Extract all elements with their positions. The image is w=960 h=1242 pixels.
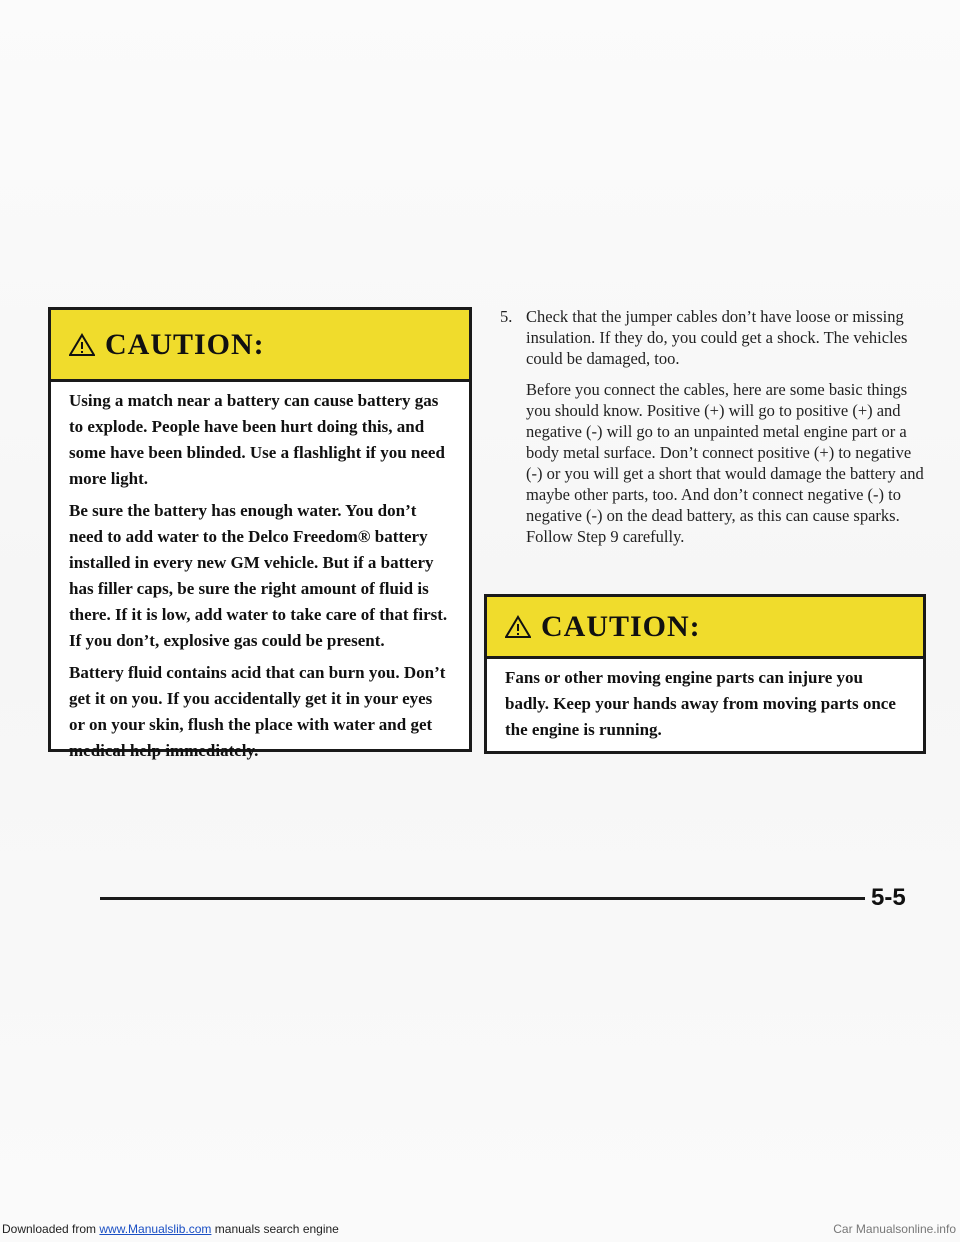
caution-header (487, 597, 923, 659)
step-note: Before you connect the cables, here are some basic things you should know. Positive (+) will go to positive (+) and negative (-) will go to an unpainted metal engine part or a body metal surface. Don’t connect positive (+) to negative (-) or you will get a short that would damage the battery and maybe other parts, too. And don’t connect negative (-) to negative (-) on the dead battery, as this can cause sparks. Follow Step 9 carefully. (526, 380, 924, 546)
footer-rule (100, 897, 865, 900)
caution-paragraph: Fans or other moving engine parts can injure you badly. Keep your hands away from moving parts once the engine is running. (505, 668, 896, 739)
footer-prefix: Downloaded from (2, 1222, 100, 1236)
caution-body (51, 382, 469, 780)
step-5 (500, 306, 930, 557)
caution-header (51, 310, 469, 382)
download-footer (2, 1222, 339, 1236)
manualslib-link[interactable]: www.Manualslib.com (99, 1222, 212, 1236)
caution-paragraph: Be sure the battery has enough water. You don’t need to add water to the Delco Freedom® battery installed in every new GM vehicle. But if a battery has filler caps, be sure the right amount of fluid is there. If it is low, add water to take care of that first. If you don’t, explosive gas could be present. (69, 501, 448, 650)
caution-body (487, 659, 923, 759)
warning-triangle-icon (69, 333, 95, 357)
step-number: 5. (500, 307, 513, 326)
step-text: Check that the jumper cables don’t have loose or missing insulation. If they do, you could get a shock. The vehicles could be damaged, too. (526, 307, 908, 368)
page-number: 5-5 (871, 884, 906, 911)
caution-box-fans (484, 594, 926, 754)
warning-triangle-icon (505, 615, 531, 639)
footer-suffix: manuals search engine (211, 1222, 339, 1236)
caution-paragraph: Using a match near a battery can cause battery gas to explode. People have been hurt doing this, and some have been blinded. Use a flashlight if you need more light. (69, 391, 445, 488)
caution-title: CAUTION: (541, 609, 701, 643)
caution-title: CAUTION: (105, 327, 265, 361)
caution-box-battery (48, 307, 472, 760)
watermark-text: Car Manualsonline.info (833, 1222, 956, 1236)
caution-paragraph: Battery fluid contains acid that can burn you. Don’t get it on you. If you accidentally get it in your eyes or on your skin, flush the place with water and get medical help immediately. (69, 663, 446, 760)
